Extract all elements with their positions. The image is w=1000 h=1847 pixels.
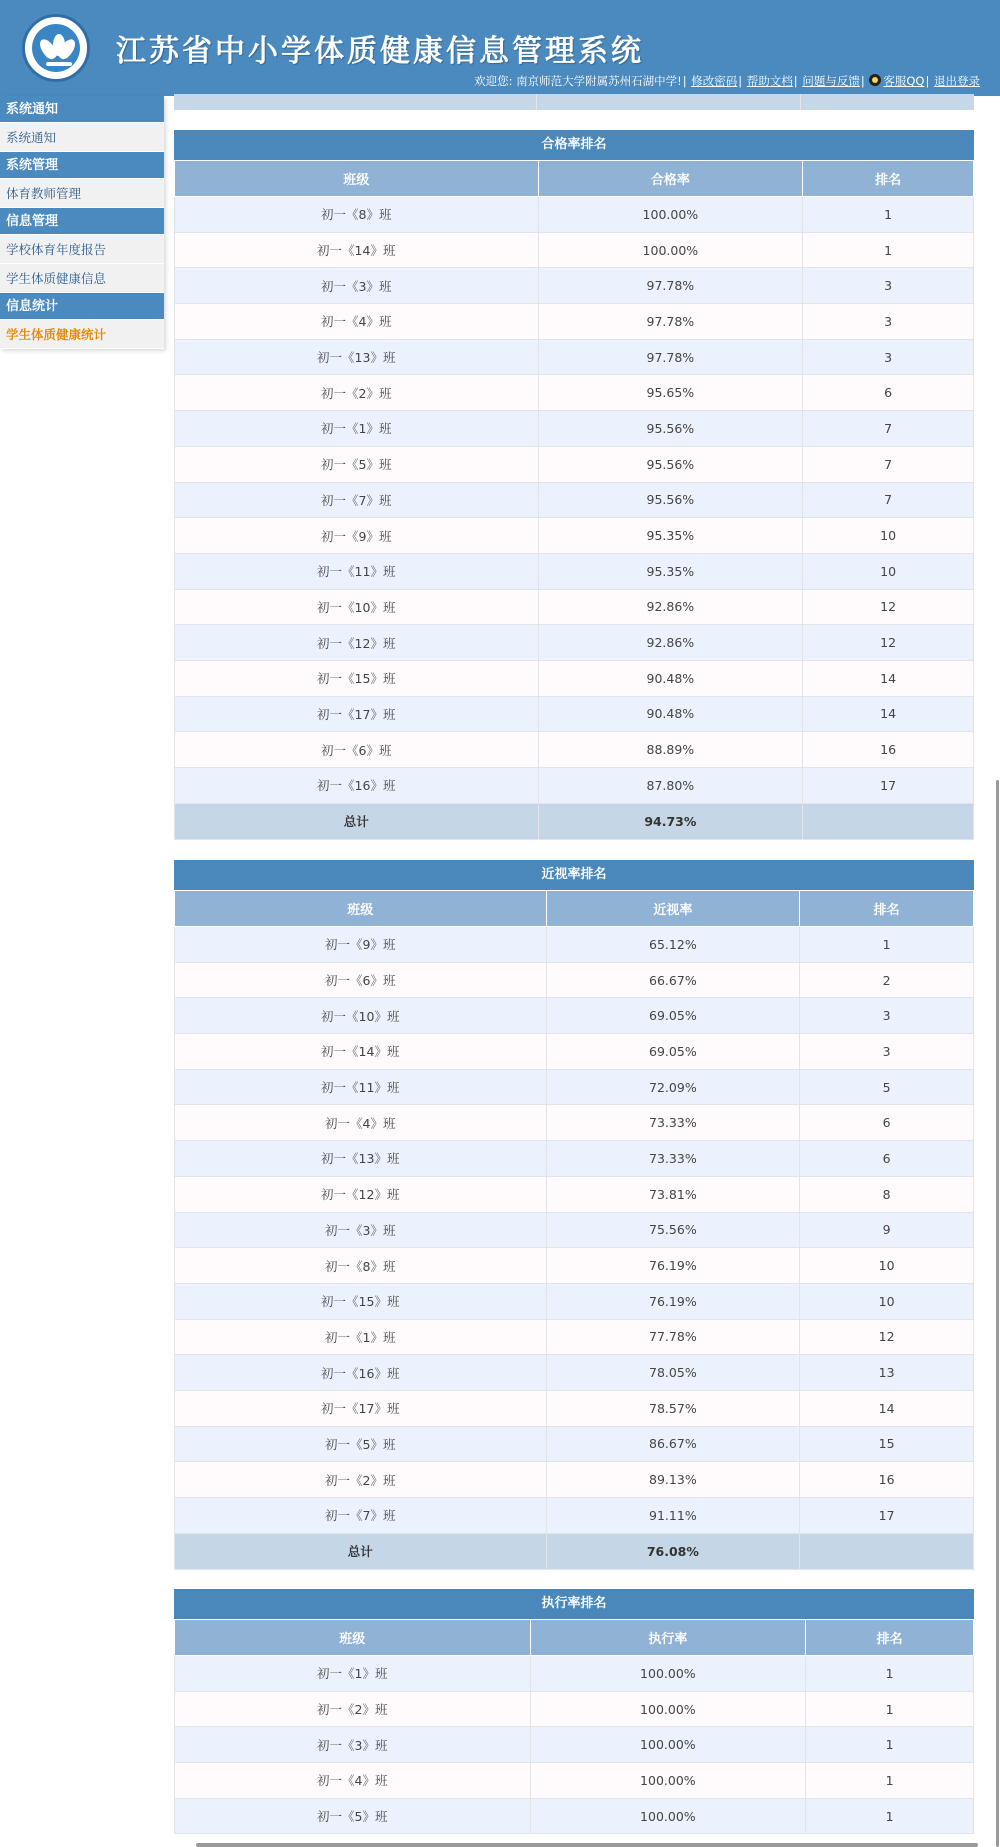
rank-cell: 10 [803,553,974,589]
table-row [175,1034,974,1070]
rate-cell: 73.33% [546,1105,800,1141]
rank-cell: 14 [803,696,974,732]
sidebar [0,96,164,349]
rank-cell: 10 [803,518,974,554]
class-cell: 初一《1》班 [175,1319,547,1355]
rank-cell: 3 [803,339,974,375]
rate-cell: 88.89% [538,732,803,768]
class-cell: 初一《17》班 [175,696,539,732]
table-row [175,1248,974,1284]
rate-cell: 90.48% [538,696,803,732]
total-label-cell: 总计 [175,1533,547,1569]
class-cell: 初一《10》班 [175,998,547,1034]
table-row [175,304,974,340]
class-cell: 初一《2》班 [175,1691,531,1727]
rate-cell: 91.11% [546,1498,800,1534]
rate-cell: 78.57% [546,1390,800,1426]
class-cell: 初一《6》班 [175,962,547,998]
rank-cell: 1 [800,927,974,963]
class-cell: 初一《12》班 [175,1176,547,1212]
class-cell: 初一《7》班 [175,482,539,518]
rate-cell: 92.86% [538,589,803,625]
class-cell: 初一《4》班 [175,304,539,340]
table-row [175,962,974,998]
rate-cell: 95.65% [538,375,803,411]
table-row [175,1727,974,1763]
class-cell: 初一《16》班 [175,768,539,804]
rank-cell: 17 [800,1498,974,1534]
rank-cell: 1 [806,1727,974,1763]
table-row [175,518,974,554]
rank-cell: 1 [803,197,974,233]
rank-cell: 1 [806,1763,974,1799]
table-row [175,1212,974,1248]
rate-cell: 100.00% [530,1763,806,1799]
class-cell: 初一《8》班 [175,1248,547,1284]
service-qq-link[interactable]: 客服QQ [883,74,925,88]
rate-cell: 95.35% [538,553,803,589]
class-cell: 初一《8》班 [175,197,539,233]
rate-cell: 78.05% [546,1355,800,1391]
rate-cell: 76.19% [546,1248,800,1284]
class-cell: 初一《3》班 [175,1212,547,1248]
column-header-myopia-rate: 近视率 [546,891,800,927]
sidebar-item-annual-report[interactable]: 学校体育年度报告 [0,235,164,264]
column-header-class: 班级 [175,161,539,197]
horizontal-scrollbar[interactable] [196,1843,978,1847]
previous-table-remnant [174,94,974,110]
rank-cell: 12 [803,625,974,661]
rank-cell: 6 [803,375,974,411]
column-header-pass-rate: 合格率 [538,161,803,197]
class-cell: 初一《4》班 [175,1105,547,1141]
pass-rate-caption: 合格率排名 [174,130,974,160]
table-row [175,1069,974,1105]
rank-cell: 15 [800,1426,974,1462]
rate-cell: 87.80% [538,768,803,804]
user-bar: 欢迎您: 南京师范大学附属苏州石湖中学!| 修改密码| 帮助文档| 问题与反馈| 客服QQ| 退出登录 [474,74,980,88]
table-row [175,1656,974,1692]
sidebar-section-stats: 信息统计 [0,293,164,320]
class-cell: 初一《14》班 [175,1034,547,1070]
sidebar-section-system: 系统管理 [0,152,164,179]
table-row [175,1390,974,1426]
table-row [175,1798,974,1834]
rate-cell: 97.78% [538,339,803,375]
feedback-link[interactable]: 问题与反馈 [802,74,860,88]
execution-rate-caption: 执行率排名 [174,1589,974,1619]
column-header-class: 班级 [175,891,547,927]
rate-cell: 72.09% [546,1069,800,1105]
table-row [175,1141,974,1177]
rate-cell: 100.00% [530,1727,806,1763]
rank-cell: 16 [800,1462,974,1498]
table-row [175,1691,974,1727]
logo-icon [22,14,90,82]
rank-cell: 7 [803,446,974,482]
rank-cell: 1 [806,1798,974,1834]
column-header-class: 班级 [175,1620,531,1656]
rank-cell: 2 [800,962,974,998]
rate-cell: 73.33% [546,1141,800,1177]
rate-cell: 95.56% [538,411,803,447]
column-header-rank: 排名 [800,891,974,927]
class-cell: 初一《12》班 [175,625,539,661]
rate-cell: 89.13% [546,1462,800,1498]
rate-cell: 76.19% [546,1283,800,1319]
table-row [175,1462,974,1498]
rank-cell: 13 [800,1355,974,1391]
class-cell: 初一《1》班 [175,1656,531,1692]
class-cell: 初一《6》班 [175,732,539,768]
class-cell: 初一《2》班 [175,375,539,411]
table-row [175,375,974,411]
class-cell: 初一《5》班 [175,1426,547,1462]
class-cell: 初一《3》班 [175,1727,531,1763]
logout-link[interactable]: 退出登录 [934,74,980,88]
rate-cell: 86.67% [546,1426,800,1462]
rank-cell: 3 [800,998,974,1034]
class-cell: 初一《17》班 [175,1390,547,1426]
table-row [175,1763,974,1799]
help-docs-link[interactable]: 帮助文档 [746,74,793,88]
column-header-execution-rate: 执行率 [530,1620,806,1656]
class-cell: 初一《16》班 [175,1355,547,1391]
class-cell: 初一《15》班 [175,660,539,696]
rank-cell: 3 [803,268,974,304]
pass-rate-table [174,130,974,840]
welcome-text: 欢迎您: 南京师范大学附属苏州石湖中学! [474,74,682,88]
total-rate-cell: 76.08% [546,1533,800,1569]
sidebar-item-pe-teachers[interactable]: 体育教师管理 [0,179,164,208]
table-row [175,660,974,696]
class-cell: 初一《4》班 [175,1763,531,1799]
table-row [175,197,974,233]
column-header-rank: 排名 [803,161,974,197]
rate-cell: 100.00% [530,1798,806,1834]
rank-cell: 16 [803,732,974,768]
rank-cell: 3 [800,1034,974,1070]
rate-cell: 100.00% [530,1691,806,1727]
sidebar-item-student-health-info[interactable]: 学生体质健康信息 [0,264,164,293]
table-row [175,589,974,625]
sidebar-section-info: 信息管理 [0,208,164,235]
rank-cell: 10 [800,1283,974,1319]
rate-cell: 95.35% [538,518,803,554]
rank-cell: 14 [800,1390,974,1426]
table-row [175,482,974,518]
rate-cell: 95.56% [538,446,803,482]
class-cell: 初一《5》班 [175,446,539,482]
sidebar-section-notice: 系统通知 [0,96,164,123]
rate-cell: 95.56% [538,482,803,518]
rank-cell: 3 [803,304,974,340]
rank-cell: 8 [800,1176,974,1212]
class-cell: 初一《1》班 [175,411,539,447]
class-cell: 初一《9》班 [175,927,547,963]
execution-rate-table [174,1589,974,1834]
myopia-rate-table [174,860,974,1570]
class-cell: 初一《11》班 [175,553,539,589]
rate-cell: 97.78% [538,268,803,304]
header-bar [0,0,1000,96]
class-cell: 初一《11》班 [175,1069,547,1105]
table-row [175,1105,974,1141]
rank-cell: 9 [800,1212,974,1248]
vertical-scrollbar[interactable] [996,780,999,1847]
rate-cell: 90.48% [538,660,803,696]
site-title: 江苏省中小学体质健康信息管理系统 [116,34,644,69]
class-cell: 初一《13》班 [175,1141,547,1177]
table-row [175,1283,974,1319]
sidebar-item-health-stats[interactable]: 学生体质健康统计 [0,320,164,349]
rank-cell: 14 [803,660,974,696]
rank-cell: 1 [803,232,974,268]
class-cell: 初一《14》班 [175,232,539,268]
rank-cell: 6 [800,1141,974,1177]
column-header-rank: 排名 [806,1620,974,1656]
table-row [175,625,974,661]
rate-cell: 66.67% [546,962,800,998]
class-cell: 初一《9》班 [175,518,539,554]
rate-cell: 73.81% [546,1176,800,1212]
total-label-cell: 总计 [175,803,539,839]
rate-cell: 92.86% [538,625,803,661]
total-rank-cell [803,803,974,839]
rate-cell: 65.12% [546,927,800,963]
table-row [175,927,974,963]
rank-cell: 12 [803,589,974,625]
table-row [175,1176,974,1212]
rate-cell: 69.05% [546,998,800,1034]
table-row [175,1355,974,1391]
total-rank-cell [800,1533,974,1569]
total-rate-cell: 94.73% [538,803,803,839]
rate-cell: 100.00% [538,232,803,268]
rank-cell: 7 [803,411,974,447]
table-row [175,446,974,482]
table-row [175,732,974,768]
table-row [175,1426,974,1462]
table-row [175,696,974,732]
class-cell: 初一《15》班 [175,1283,547,1319]
rank-cell: 7 [803,482,974,518]
rank-cell: 17 [803,768,974,804]
class-cell: 初一《7》班 [175,1498,547,1534]
change-password-link[interactable]: 修改密码 [691,74,738,88]
rank-cell: 6 [800,1105,974,1141]
qq-icon [869,74,881,86]
rate-cell: 75.56% [546,1212,800,1248]
rank-cell: 1 [806,1656,974,1692]
rank-cell: 1 [806,1691,974,1727]
class-cell: 初一《10》班 [175,589,539,625]
class-cell: 初一《2》班 [175,1462,547,1498]
sidebar-item-system-notice[interactable]: 系统通知 [0,123,164,152]
table-row [175,339,974,375]
rate-cell: 100.00% [538,197,803,233]
total-row [175,803,974,839]
total-row [175,1533,974,1569]
rate-cell: 97.78% [538,304,803,340]
table-row [175,998,974,1034]
table-row [175,1498,974,1534]
class-cell: 初一《3》班 [175,268,539,304]
table-row [175,1319,974,1355]
rank-cell: 10 [800,1248,974,1284]
table-row [175,268,974,304]
table-row [175,553,974,589]
class-cell: 初一《5》班 [175,1798,531,1834]
table-row [175,411,974,447]
rate-cell: 100.00% [530,1656,806,1692]
rank-cell: 5 [800,1069,974,1105]
table-row [175,768,974,804]
table-row [175,232,974,268]
rate-cell: 69.05% [546,1034,800,1070]
rate-cell: 77.78% [546,1319,800,1355]
myopia-rate-caption: 近视率排名 [174,860,974,890]
class-cell: 初一《13》班 [175,339,539,375]
rank-cell: 12 [800,1319,974,1355]
